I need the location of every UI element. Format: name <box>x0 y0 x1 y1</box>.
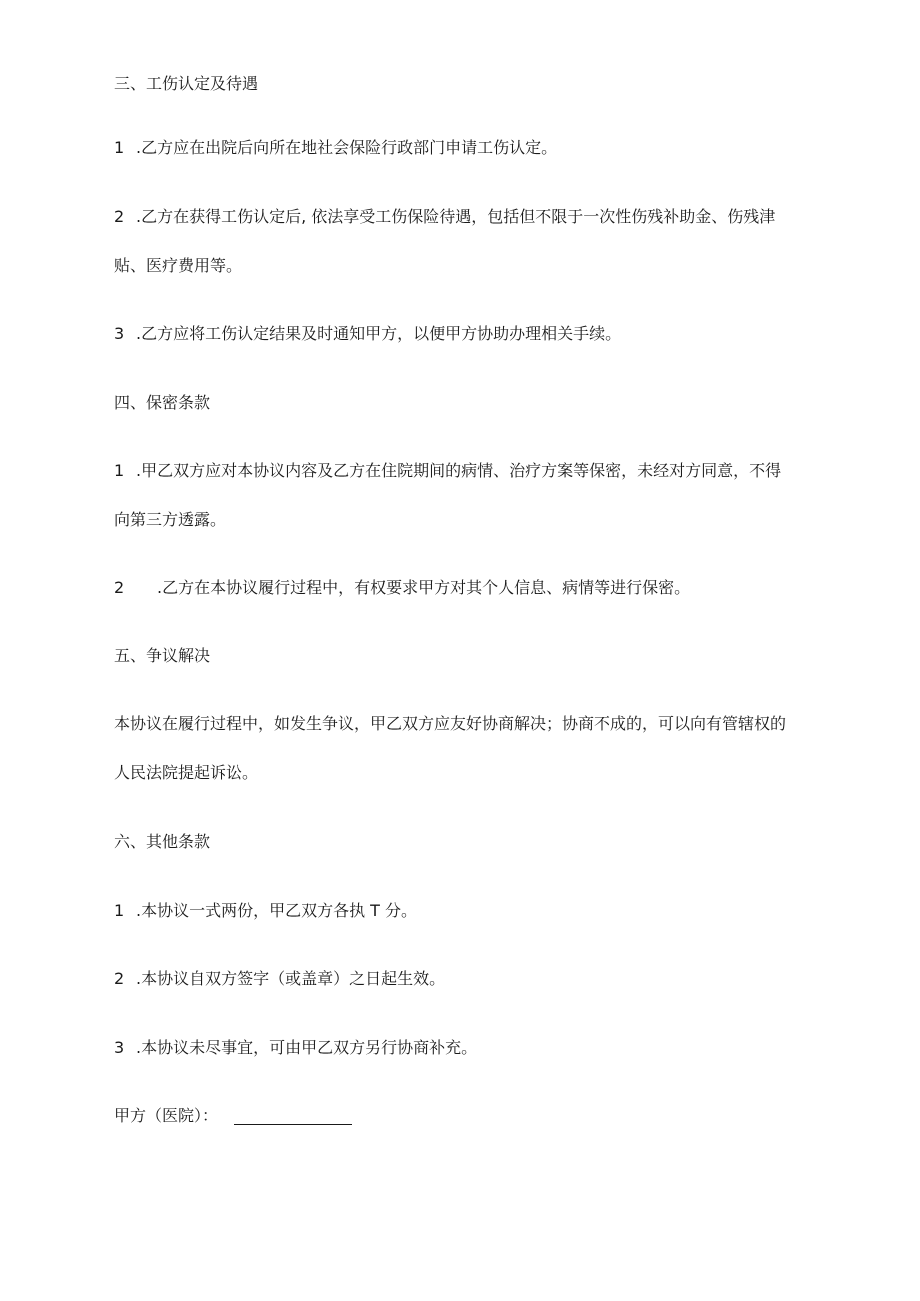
party-a-signature-blank <box>234 1124 352 1125</box>
item-text: .乙方在获得工伤认定后, 依法享受工伤保险待遇，包括但不限于一次性伤残补助金、伤残津 <box>136 207 776 226</box>
item-text: .乙方应在出院后向所在地社会保险行政部门申请工伤认定。 <box>136 138 558 157</box>
party-a-signature-label: 甲方（医院）： <box>114 1106 219 1125</box>
item-number: 2 <box>114 969 125 988</box>
paragraph-text: 本协议在履行过程中，如发生争议，甲乙双方应友好协商解决；协商不成的，可以向有管辖权的 <box>114 714 787 733</box>
item-number: 1 <box>114 901 125 920</box>
item-text: .本协议自双方签字（或盖章）之日起生效。 <box>136 969 446 988</box>
item-text-continuation: 贴、医疗费用等。 <box>114 256 243 275</box>
item-text: .乙方在本协议履行过程中，有权要求甲方对其个人信息、病情等进行保密。 <box>157 578 691 597</box>
item-number: 3 <box>114 1038 125 1057</box>
item-number: 2 <box>114 578 125 597</box>
item-number: 2 <box>114 207 125 226</box>
item-text: .本协议一式两份，甲乙双方各执 T 分。 <box>136 901 418 920</box>
item-number: 3 <box>114 324 125 343</box>
item-text: .本协议未尽事宜，可由甲乙双方另行协商补充。 <box>136 1038 478 1057</box>
paragraph-text-continuation: 人民法院提起诉讼。 <box>114 763 259 782</box>
item-number: 1 <box>114 138 125 157</box>
item-text: .乙方应将工伤认定结果及时通知甲方，以便甲方协助办理相关手续。 <box>136 324 622 343</box>
item-number: 1 <box>114 461 125 480</box>
item-text: .甲乙双方应对本协议内容及乙方在住院期间的病情、治疗方案等保密，未经对方同意，不得 <box>136 461 782 480</box>
section-heading-5: 五、争议解决 <box>114 646 211 665</box>
section-heading-6: 六、其他条款 <box>114 832 211 851</box>
section-heading-4: 四、保密条款 <box>114 393 211 412</box>
section-heading-3: 三、工伤认定及待遇 <box>114 74 259 93</box>
item-text-continuation: 向第三方透露。 <box>114 510 227 529</box>
